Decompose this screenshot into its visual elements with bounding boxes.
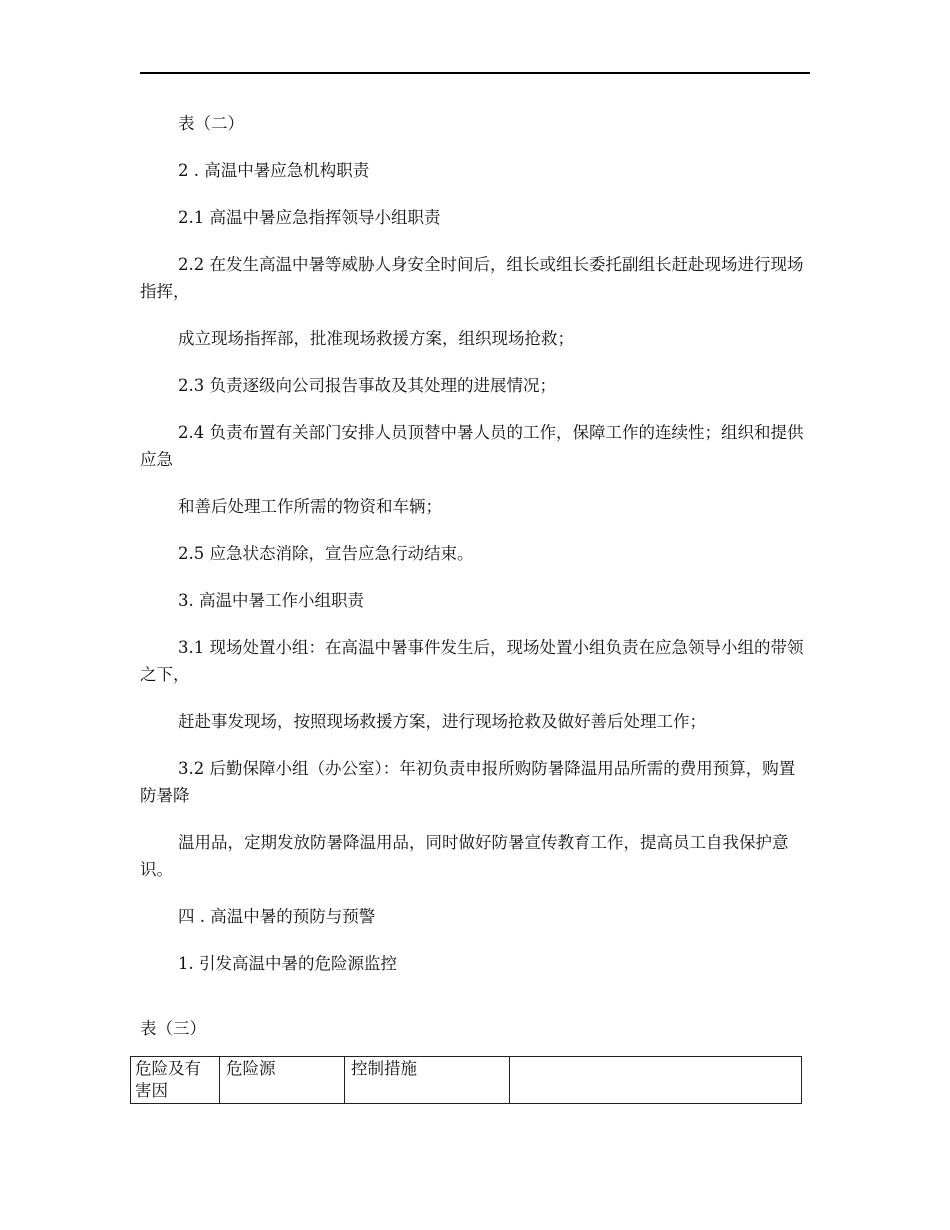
heading-4-1: 1. 引发高温中暑的危险源监控	[178, 954, 397, 973]
table-3-caption: 表（三）	[140, 1019, 206, 1038]
heading-2-1: 2.1 高温中暑应急指挥领导小组职责	[178, 208, 441, 227]
paragraph-3-2-continued: 温用品，定期发放防暑降温用品，同时做好防暑宣传教育工作，提高员工自我保护意识。	[140, 833, 789, 879]
table-header-control-measures: 控制措施	[345, 1057, 510, 1104]
heading-2-responsibilities: 2 . 高温中暑应急机构职责	[178, 161, 370, 180]
paragraph-3-1-continued: 赶赴事发现场，按照现场救援方案，进行现场抢救及做好善后处理工作；	[178, 712, 706, 731]
hazard-table	[130, 1056, 802, 1104]
document-body	[140, 110, 810, 997]
paragraph-3-1: 3.1 现场处置小组：在高温中暑事件发生后，现场处置小组负责在应急领导小组的带领之下，	[140, 638, 804, 684]
heading-4-prevention: 四 . 高温中暑的预防与预警	[178, 907, 376, 926]
paragraph-table-2-label: 表（二）	[178, 114, 244, 133]
table-header-hazard-source: 危险源	[220, 1057, 345, 1104]
table-header-hazard-factor: 危险及有害因	[131, 1057, 220, 1104]
header-rule	[140, 72, 810, 74]
paragraph-2-2-continued: 成立现场指挥部，批准现场救援方案，组织现场抢救；	[178, 329, 574, 348]
heading-3-workgroups: 3. 高温中暑工作小组职责	[178, 591, 364, 610]
paragraph-2-3: 2.3 负责逐级向公司报告事故及其处理的进展情况；	[178, 376, 556, 395]
table-header-empty	[510, 1057, 802, 1104]
table-header-row	[131, 1057, 802, 1104]
paragraph-2-2: 2.2 在发生高温中暑等威胁人身安全时间后，组长或组长委托副组长赶赴现场进行现场指挥，	[140, 255, 804, 301]
paragraph-3-2: 3.2 后勤保障小组（办公室）：年初负责申报所购防暑降温用品所需的费用预算，购置防暑降	[140, 759, 796, 805]
paragraph-2-4-continued: 和善后处理工作所需的物资和车辆；	[178, 497, 442, 516]
paragraph-2-4: 2.4 负责布置有关部门安排人员顶替中暑人员的工作，保障工作的连续性；组织和提供应急	[140, 423, 804, 469]
paragraph-2-5: 2.5 应急状态消除，宣告应急行动结束。	[178, 544, 474, 563]
